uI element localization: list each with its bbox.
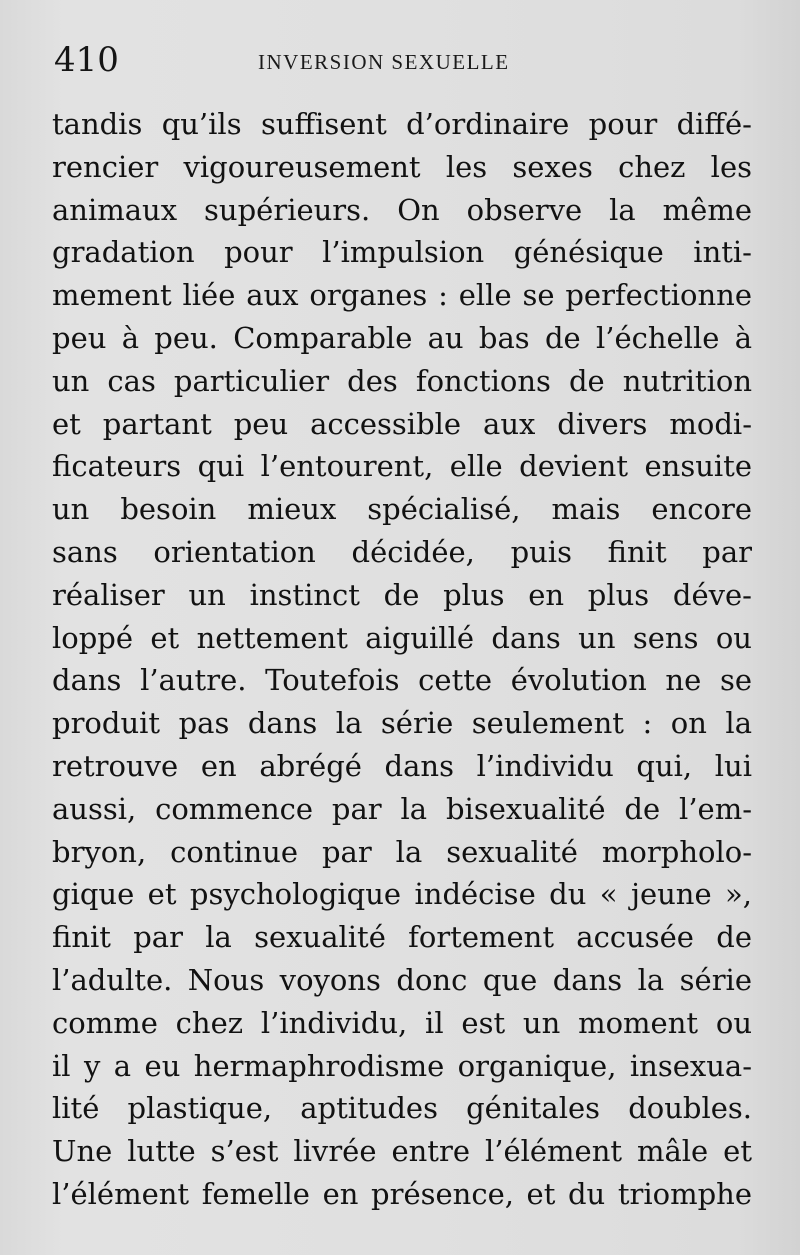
text-line: sans orientation décidée, puis finit par xyxy=(52,534,752,569)
page-header xyxy=(0,38,800,88)
text-line: gique et psychologique indécise du « jeune », xyxy=(52,877,752,912)
text-line: et partant peu accessible aux divers modi- xyxy=(52,406,752,441)
text-line: ficateurs qui l’entourent, elle devient ensuite xyxy=(52,449,752,484)
text-line: l’adulte. Nous voyons donc que dans la série xyxy=(52,962,752,997)
text-line: l’élément femelle en présence, et du triomphe xyxy=(52,1176,752,1211)
text-line: Une lutte s’est livrée entre l’élément mâle et xyxy=(52,1134,752,1169)
text-line: un cas particulier des fonctions de nutrition xyxy=(52,363,752,398)
text-line: retrouve en abrégé dans l’individu qui, lui xyxy=(52,748,752,783)
running-head: INVERSION SEXUELLE xyxy=(258,50,510,74)
body-text xyxy=(52,103,752,1216)
text-line: bryon, continue par la sexualité morpholo- xyxy=(52,834,752,869)
text-line: il y a eu hermaphrodisme organique, insexua- xyxy=(52,1048,752,1083)
text-line: rencier vigoureusement les sexes chez les xyxy=(52,149,752,184)
text-line: lité plastique, aptitudes génitales doubles. xyxy=(52,1091,752,1126)
text-line: aussi, commence par la bisexualité de l’em- xyxy=(52,791,752,826)
text-line: comme chez l’individu, il est un moment ou xyxy=(52,1005,752,1040)
text-line: produit pas dans la série seulement : on la xyxy=(52,706,752,741)
text-line: tandis qu’ils suffisent d’ordinaire pour diffé- xyxy=(52,107,752,141)
text-line: mement liée aux organes : elle se perfectionne xyxy=(52,278,752,313)
page-number: 410 xyxy=(54,40,119,80)
text-line: gradation pour l’impulsion génésique inti- xyxy=(52,235,752,270)
text-line: un besoin mieux spécialisé, mais encore xyxy=(52,492,752,527)
text-line: peu à peu. Comparable au bas de l’échelle à xyxy=(52,320,752,355)
text-line: finit par la sexualité fortement accusée de xyxy=(52,920,752,955)
text-line: réaliser un instinct de plus en plus déve- xyxy=(52,577,752,612)
text-line: dans l’autre. Toutefois cette évolution ne se xyxy=(52,663,752,698)
text-line: animaux supérieurs. On observe la même xyxy=(52,192,752,227)
text-line: loppé et nettement aiguillé dans un sens ou xyxy=(52,620,752,655)
